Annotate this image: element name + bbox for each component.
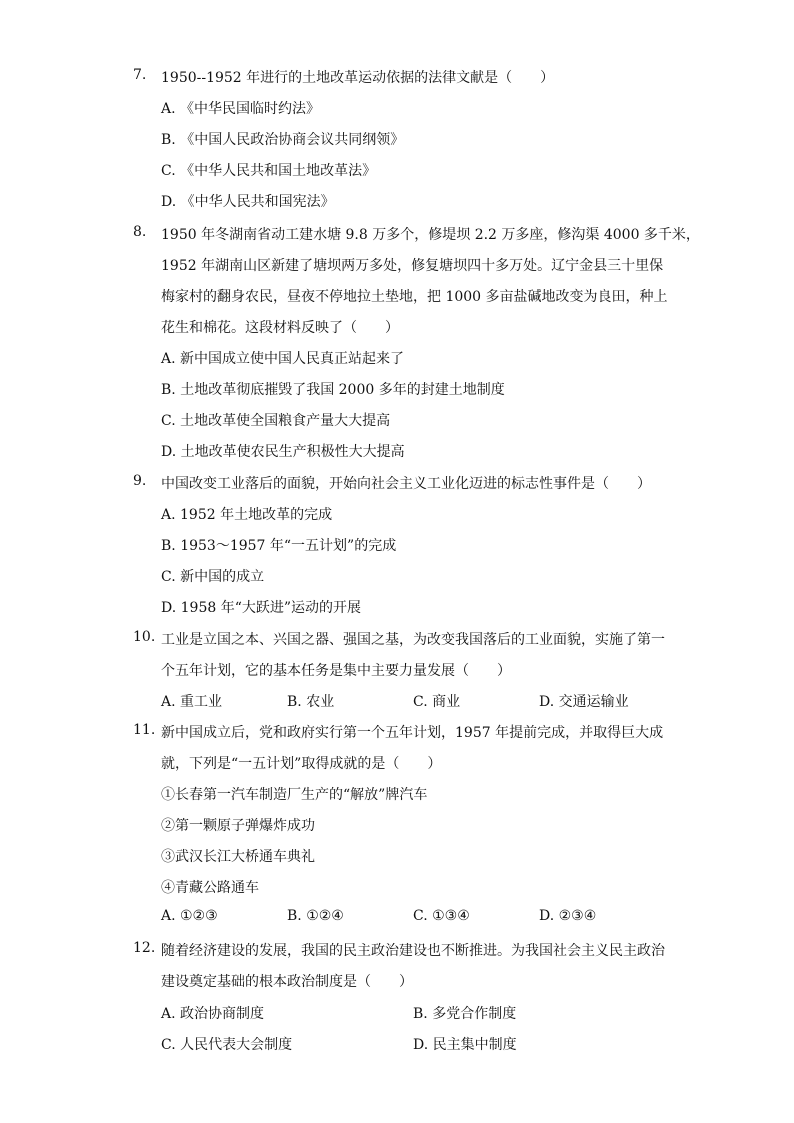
question-stem: 中国改变工业落后的面貌，开始向社会主义工业化迈进的标志性事件是（ ） xyxy=(161,476,651,492)
question-stem-line: 1950 年冬湖南省动工建水塘 9.8 万多个，修堤坝 2.2 万多座，修沟渠 4000 多千米， xyxy=(161,227,700,243)
question-stem-line: 梅家村的翻身农民，昼夜不停地拉土垫地，把 1000 多亩盐碱地改变为良田，种上 xyxy=(161,289,668,305)
option-b: B. ①②④ xyxy=(287,908,344,924)
option-b: B. 土地改革彻底摧毁了我国 2000 多年的封建土地制度 xyxy=(161,382,505,398)
statement-1: ①长春第一汽车制造厂生产的“解放”牌汽车 xyxy=(161,787,428,803)
statement-4: ④青藏公路通车 xyxy=(161,880,259,896)
question-stem-line: 新中国成立后，党和政府实行第一个五年计划，1957 年提前完成，并取得巨大成 xyxy=(161,725,664,741)
question-number: 7. xyxy=(133,67,147,83)
question-stem-line: 花生和棉花。这段材料反映了（ ） xyxy=(161,320,399,336)
option-c: C. 人民代表大会制度 xyxy=(161,1037,293,1053)
option-d: D. 1958 年“大跃进”运动的开展 xyxy=(161,600,362,616)
option-a: A. 政治协商制度 xyxy=(161,1006,265,1022)
statement-2: ②第一颗原子弹爆炸成功 xyxy=(161,818,315,834)
option-c: C. 土地改革使全国粮食产量大大提高 xyxy=(161,413,391,429)
option-a: A. 1952 年土地改革的完成 xyxy=(161,507,333,523)
question-stem: 1950--1952 年进行的土地改革运动依据的法律文献是（ ） xyxy=(161,70,555,86)
option-b: B. 多党合作制度 xyxy=(413,1006,517,1022)
question-stem-line: 个五年计划，它的基本任务是集中主要力量发展（ ） xyxy=(161,663,511,679)
question-stem-line: 建设奠定基础的根本政治制度是（ ） xyxy=(161,974,413,990)
question-number: 12. xyxy=(133,940,156,956)
option-a: A. 《中华民国临时约法》 xyxy=(161,101,321,117)
question-number: 10. xyxy=(133,629,156,645)
option-c: C. ①③④ xyxy=(413,908,470,924)
option-c: C. 《中华人民共和国土地改革法》 xyxy=(161,163,377,179)
option-a: A. 重工业 xyxy=(161,694,223,710)
option-d: D. ②③④ xyxy=(539,908,597,924)
option-c: C. 商业 xyxy=(413,694,461,710)
option-d: D. 交通运输业 xyxy=(539,694,629,710)
option-c: C. 新中国的成立 xyxy=(161,569,265,585)
question-stem-line: 1952 年湖南山区新建了塘坝两万多处，修复塘坝四十多万处。辽宁金县三十里保 xyxy=(161,258,664,274)
question-number: 11. xyxy=(133,722,156,738)
question-stem-line: 随着经济建设的发展，我国的民主政治建设也不断推进。为我国社会主义民主政治 xyxy=(161,943,665,959)
option-d: D. 土地改革使农民生产积极性大大提高 xyxy=(161,444,405,460)
option-a: A. ①②③ xyxy=(161,908,218,924)
question-stem-line: 工业是立国之本、兴国之器、强国之基，为改变我国落后的工业面貌，实施了第一 xyxy=(161,632,665,648)
option-b: B. 农业 xyxy=(287,694,335,710)
option-a: A. 新中国成立使中国人民真正站起来了 xyxy=(161,351,405,367)
question-number: 8. xyxy=(133,224,147,240)
option-d: D. 民主集中制度 xyxy=(413,1037,517,1053)
question-number: 9. xyxy=(133,473,147,489)
option-b: B. 《中国人民政治协商会议共同纲领》 xyxy=(161,132,405,148)
statement-3: ③武汉长江大桥通车典礼 xyxy=(161,849,315,865)
question-stem-line: 就，下列是“一五计划”取得成就的是（ ） xyxy=(161,756,442,772)
option-d: D. 《中华人民共和国宪法》 xyxy=(161,194,335,210)
option-b: B. 1953～1957 年“一五计划”的完成 xyxy=(161,538,397,554)
